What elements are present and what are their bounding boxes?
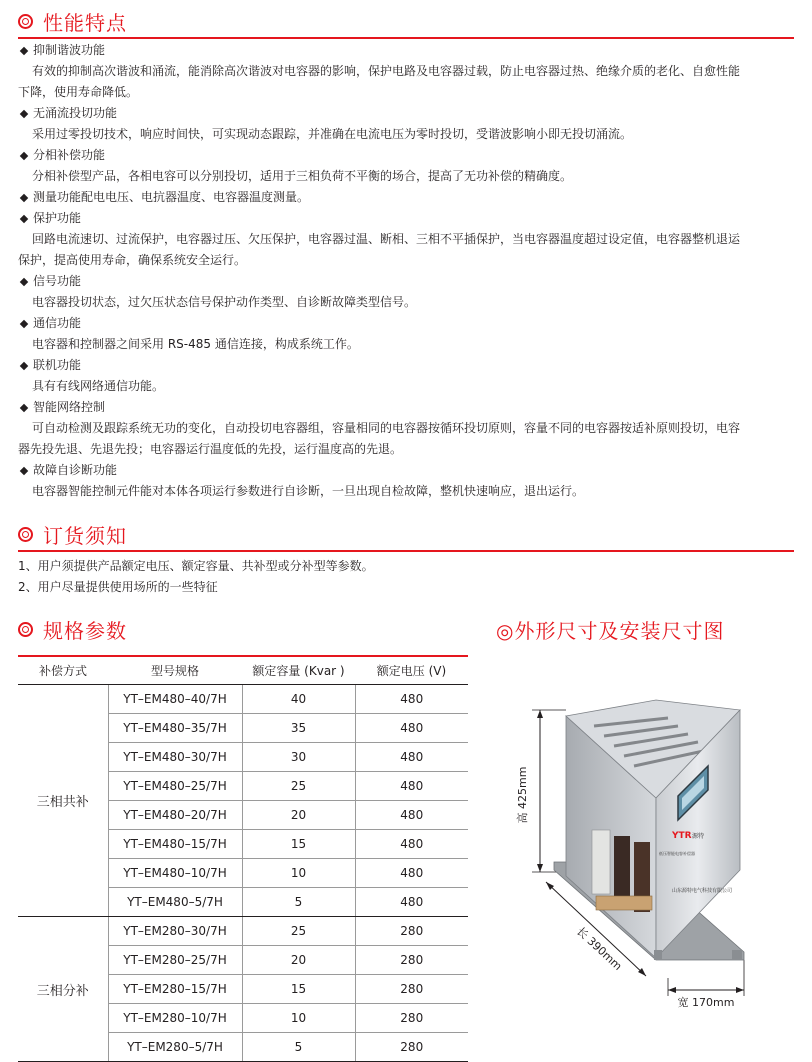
voltage-cell: 480 [355, 714, 468, 743]
feature-text: 电容器和控制器之间采用 RS-485 通信连接，构成系统工作。 [32, 337, 359, 351]
model-cell: YT–EM480–15/7H [108, 830, 242, 859]
capacity-cell: 20 [242, 946, 355, 975]
diamond-bullet-icon [20, 361, 28, 369]
compensation-mode: 三相分补 [18, 917, 108, 1062]
dimension-drawing [496, 660, 796, 1030]
model-cell: YT–EM480–20/7H [108, 801, 242, 830]
order-item: 1、用户须提供产品额定电压、额定容量、共补型或分补型等参数。 [18, 559, 374, 573]
feature-text: 分相补偿型产品，各相电容可以分别投切，适用于三相负荷不平衡的场合，提高了无功补偿的精确度。 [32, 169, 573, 183]
feature-text: 采用过零投切技术，响应时间快，可实现动态跟踪，并准确在电流电压为零时投切，受谐波影响小即无投切涌流。 [32, 127, 633, 141]
spec-table [18, 655, 468, 1062]
feature-text: 回路电流速切、过流保护，电容器过压、欠压保护，电容器过温、断相、三相不平插保护，当电容器温度超过设定值，电容器整机退运 [32, 232, 741, 246]
feature-title: 联机功能 [33, 358, 82, 372]
model-cell: YT–EM280–25/7H [108, 946, 242, 975]
voltage-cell: 480 [355, 772, 468, 801]
table-row [18, 917, 468, 946]
capacity-cell: 40 [242, 685, 355, 714]
diamond-bullet-icon [20, 46, 28, 54]
capacity-cell: 20 [242, 801, 355, 830]
capacity-cell: 25 [242, 917, 355, 946]
order-title: 订货须知 [18, 517, 127, 551]
feature-text: 下降，使用寿命降低。 [18, 85, 139, 99]
voltage-cell: 480 [355, 859, 468, 888]
feature-heading [18, 397, 796, 418]
features-list [18, 40, 796, 502]
feature-title: 故障自诊断功能 [33, 463, 118, 477]
feature-heading [18, 355, 796, 376]
diamond-bullet-icon [20, 277, 28, 285]
width-label: 宽 170mm [677, 996, 735, 1009]
model-cell: YT–EM480–10/7H [108, 859, 242, 888]
header-capacity: 额定容量 (Kvar ) [242, 656, 355, 685]
diamond-bullet-icon [20, 109, 28, 117]
feature-text: 保护，提高使用寿命，确保系统安全运行。 [18, 253, 247, 267]
feature-heading [18, 103, 796, 124]
feature-text: 有效的抑制高次谐波和涌流，能消除高次谐波对电容器的影响，保护电路及电容器过载，防止电容器过热、绝缘介质的老化、自愈性能 [32, 64, 741, 78]
capacity-cell: 35 [242, 714, 355, 743]
order-notes [18, 556, 374, 598]
diamond-bullet-icon [20, 193, 28, 201]
header-voltage: 额定电压 (V) [355, 656, 468, 685]
feature-heading [18, 313, 796, 334]
model-cell: YT–EM280–30/7H [108, 917, 242, 946]
plate-bottom: 山东源特电气科技有限公司 [672, 888, 733, 894]
bullseye-icon [18, 14, 33, 29]
table-header-row [18, 656, 468, 685]
voltage-cell: 280 [355, 975, 468, 1004]
feature-heading [18, 145, 796, 166]
title-underline [18, 37, 794, 39]
voltage-cell: 280 [355, 1004, 468, 1033]
title-underline [18, 550, 794, 552]
feature-title: 分相补偿功能 [33, 148, 106, 162]
header-mode: 补偿方式 [18, 656, 108, 685]
length-label: 长 390mm [573, 924, 625, 974]
bullseye-icon [18, 527, 33, 542]
model-cell: YT–EM480–30/7H [108, 743, 242, 772]
feature-title: 智能网络控制 [33, 400, 106, 414]
feature-heading [18, 40, 796, 61]
diamond-bullet-icon [20, 214, 28, 222]
capacity-cell: 5 [242, 1033, 355, 1062]
model-cell: YT–EM480–25/7H [108, 772, 242, 801]
voltage-cell: 480 [355, 685, 468, 714]
spec-title: 规格参数 [18, 612, 127, 646]
voltage-cell: 480 [355, 888, 468, 917]
capacity-cell: 15 [242, 975, 355, 1004]
feature-heading [18, 460, 796, 481]
model-cell: YT–EM480–5/7H [108, 888, 242, 917]
capacity-cell: 30 [242, 743, 355, 772]
voltage-cell: 280 [355, 1033, 468, 1062]
feature-text: 电容器投切状态，过欠压状态信号保护动作类型、自诊断故障类型信号。 [32, 295, 417, 309]
voltage-cell: 480 [355, 801, 468, 830]
feature-text: 具有有线网络通信功能。 [32, 379, 165, 393]
voltage-cell: 280 [355, 917, 468, 946]
voltage-cell: 480 [355, 743, 468, 772]
model-cell: YT–EM280–5/7H [108, 1033, 242, 1062]
feature-title: 测量功能配电电压、电抗器温度、电容器温度测量。 [33, 190, 310, 204]
model-cell: YT–EM280–10/7H [108, 1004, 242, 1033]
feature-title: 保护功能 [33, 211, 82, 225]
model-cell: YT–EM480–35/7H [108, 714, 242, 743]
feature-heading [18, 208, 796, 229]
diamond-bullet-icon [20, 151, 28, 159]
feature-title: 无涌流投切功能 [33, 106, 118, 120]
features-title: 性能特点 [18, 4, 127, 38]
capacity-cell: 10 [242, 1004, 355, 1033]
feature-heading [18, 271, 796, 292]
compensation-mode: 三相共补 [18, 685, 108, 917]
voltage-cell: 280 [355, 946, 468, 975]
capacity-cell: 25 [242, 772, 355, 801]
feature-title: 抑制谐波功能 [33, 43, 106, 57]
model-cell: YT–EM280–15/7H [108, 975, 242, 1004]
model-cell: YT–EM480–40/7H [108, 685, 242, 714]
plate-top: 低压智能电容补偿器 [659, 851, 695, 856]
order-item: 2、用户尽量提供使用场所的一些特征 [18, 580, 218, 594]
capacity-cell: 10 [242, 859, 355, 888]
feature-title: 信号功能 [33, 274, 82, 288]
feature-text: 电容器智能控制元件能对本体各项运行参数进行自诊断，一旦出现自检故障，整机快速响应，退出运行。 [32, 484, 585, 498]
diamond-bullet-icon [20, 403, 28, 411]
header-model: 型号规格 [108, 656, 242, 685]
feature-text: 可自动检测及跟踪系统无功的变化，自动投切电容器组，容量相同的电容器按循环投切原则，容量不同的电容器按适补原则投切，电容 [32, 421, 741, 435]
brand-sub: 源特 [692, 833, 705, 840]
bullseye-icon [18, 622, 33, 637]
brand-logo: YTR [672, 831, 692, 841]
feature-title: 通信功能 [33, 316, 82, 330]
capacity-cell: 15 [242, 830, 355, 859]
feature-heading [18, 187, 796, 208]
feature-text: 器先投先退、先退先投；电容器运行温度低的先投，运行温度高的先退。 [18, 442, 403, 456]
voltage-cell: 480 [355, 830, 468, 859]
height-label: 高 425mm [516, 766, 529, 824]
diamond-bullet-icon [20, 466, 28, 474]
table-row [18, 685, 468, 714]
capacity-cell: 5 [242, 888, 355, 917]
diamond-bullet-icon [20, 319, 28, 327]
dimension-title: ◎外形尺寸及安装尺寸图 [496, 618, 725, 643]
